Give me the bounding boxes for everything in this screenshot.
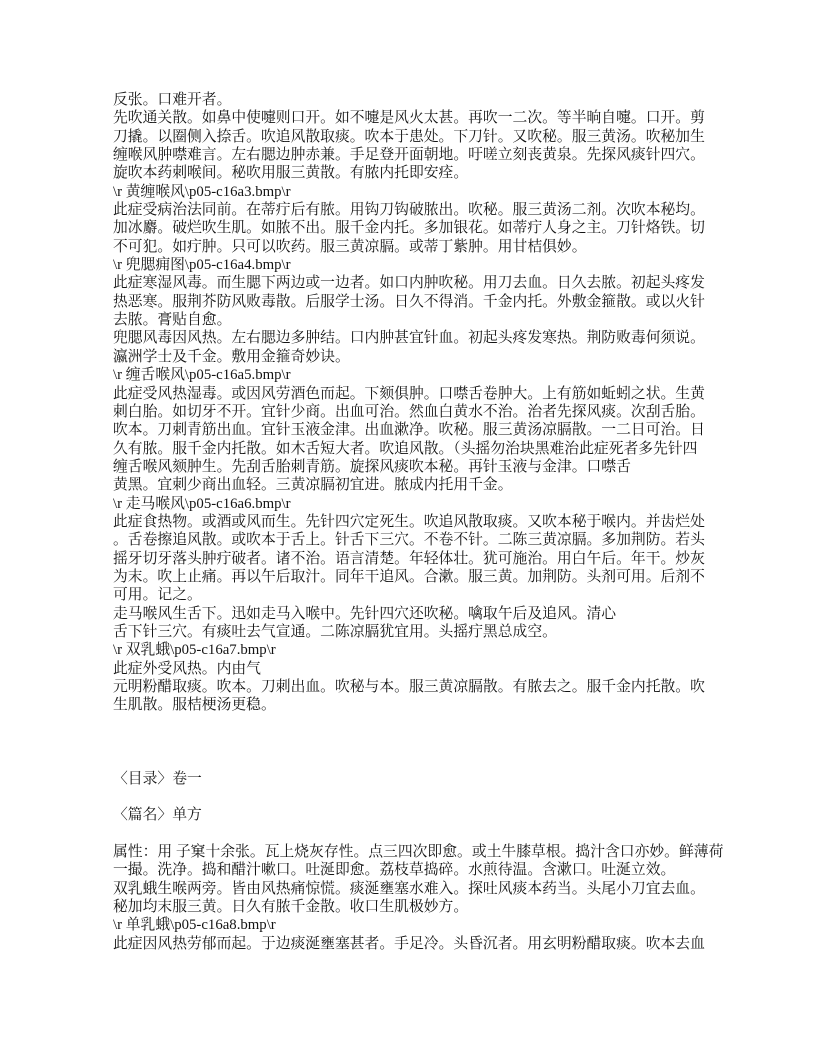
text-line: 可用。记之。 [113,587,202,604]
text-line: 反张。口难开者。 [113,92,232,108]
section-header-line: 〈目录〉卷一 [113,770,202,787]
text-line: 此症因风热劳郁而起。于边痰涎壅塞甚者。手足冷。头昏沉者。用玄明粉醋取痰。吹本去血 [113,935,705,952]
text-line: 秘加均末服三黄。日久有脓千金散。收口生肌极妙方。 [113,899,469,916]
blank-line [113,788,717,806]
text-line: 吹本。刀刺青筋出血。宜针玉液金津。出血漱净。吹秘。服三黄汤凉膈散。一二日可治。日 [113,422,705,439]
text-line: 刺白胎。如切牙不开。宜针少商。出血可治。然血白黄水不治。治者先探风痰。次刮舌胎。 [113,403,705,420]
image-marker-line: \r 黄缠喉风\p05-c16a3.bmp\r [113,183,291,200]
text-line: 兜腮风毒因风热。左右腮边多肿结。口内肿甚宜针血。初起头疼发寒热。荆防败毒何须说。 [113,330,705,347]
text-line: 此症受病治法同前。在蒂疔后有脓。用钩刀钩破脓出。吹秘。服三黄汤二剂。次吹本秘均。 [113,202,705,219]
text-line: 走马喉风生舌下。迅如走马入喉中。先针四穴还吹秘。噙取午后及追风。清心 [113,605,617,622]
blank-line [113,825,717,843]
image-marker-line: \r 兜腮痈图\p05-c16a4.bmp\r [113,257,291,274]
text-line: 舌下针三穴。有痰吐去气宣通。二陈凉膈犹宜用。头摇疔黑总成空。 [113,623,557,640]
text-line: 缠喉风肿噤难言。左右腮边肿赤兼。手足登开面朝地。吁嗟立刻丧黄泉。先探风痰针四穴。 [113,147,705,164]
blank-line [113,715,717,733]
text-line: 为末。吹上止痛。再以午后取汁。同年干追风。合漱。服三黄。加荆防。头剂可用。后剂不 [113,568,705,585]
text-line: 不可犯。如疔肿。只可以吹药。服三黄凉膈。或蒂丁紫肿。用甘桔俱妙。 [113,238,587,255]
text-line: 热恶寒。服荆芥防风败毒散。后服学士汤。日久不得消。千金内托。外敷金箍散。或以火针 [113,293,705,310]
text-line: 刀撬。以圈侧入捺舌。吹追风散取痰。吹本于患处。下刀针。又吹秘。服三黄汤。吹秘加生 [113,128,705,145]
text-line: 此症外受风热。内由气 [113,660,261,677]
text-line: 。舌卷擦追风散。或吹本于舌上。针舌下三穴。不卷不针。二陈三黄凉膈。多加荆防。若头 [113,532,705,549]
blank-line [113,733,717,751]
text-line: 双乳蛾生喉两旁。皆由风热痛惊慌。痰涎壅塞水难入。探吐风痰本药当。头尾小刀宜去血。 [113,880,705,897]
blank-line [113,751,717,769]
image-marker-line: \r 缠舌喉风\p05-c16a5.bmp\r [113,367,291,384]
text-line: 属性：用 子窠十余张。瓦上烧灰存性。点三四次即愈。或土牛膝草根。捣汁含口亦妙。鲜薄荷 [113,844,724,861]
image-marker-line: \r 走马喉风\p05-c16a6.bmp\r [113,495,291,512]
text-line: 摇牙切牙落头肿疔破者。诸不治。语言清楚。年轻体壮。犹可施治。用白午后。年干。炒灰 [113,550,705,567]
text-line: 元明粉醋取痰。吹本。刀刺出血。吹秘与本。服三黄凉膈散。有脓去之。服千金内托散。吹 [113,679,705,695]
text-line: 此症寒湿风毒。而生腮下两边或一边者。如口内肿吹秘。用刀去血。日久去脓。初起头疼发 [113,275,705,292]
image-marker-line: \r 双乳蛾\p05-c16a7.bmp\r [113,642,276,659]
document-text [113,91,724,953]
section-header-line: 〈篇名〉单方 [113,807,202,824]
text-line: 久有脓。服千金内托散。如木舌短大者。吹追风散。（头摇勿治块黑难治此症死者多先针四 [113,440,698,457]
text-line: 此症食热物。或酒或风而生。先针四穴定死生。吹追风散取痰。又吹本秘于喉内。并齿烂处 [113,513,705,530]
image-marker-line: \r 单乳蛾\p05-c16a8.bmp\r [113,917,276,934]
text-line: 瀛洲学士及千金。敷用金箍奇妙诀。 [113,348,350,365]
text-line: 加冰麝。破烂吹生肌。如脓不出。服千金内托。多加银花。如蒂疔人身之主。刀针烙铁。切 [113,220,705,237]
text-line: 去脓。膏贴自愈。 [113,312,232,329]
text-line: 缠舌喉风颏肿生。先刮舌胎刺青筋。旋探风痰吹本秘。再针玉液与金津。口噤舌 [113,458,631,475]
text-line: 此症受风热湿毒。或因风劳酒色而起。下颏俱肿。口噤舌卷肿大。上有筋如蚯蚓之状。生黄 [113,385,705,402]
text-line: 旋吹本药刺喉间。秘吹用服三黄散。有脓内托即安痊。 [113,165,469,182]
text-line: 生肌散。服桔梗汤更稳。 [113,697,276,714]
text-line: 先吹通关散。如鼻中使嚏则口开。如不嚏是风火太甚。再吹一二次。等半晌自嚏。口开。剪 [113,110,705,127]
text-line: 一撮。洗净。捣和醋汁嗽口。吐涎即愈。荔枝草捣碎。水煎待温。含漱口。吐涎立效。 [113,862,676,879]
text-line: 黄黑。宜刺少商出血轻。三黄凉膈初宜进。脓成内托用千金。 [113,477,513,494]
